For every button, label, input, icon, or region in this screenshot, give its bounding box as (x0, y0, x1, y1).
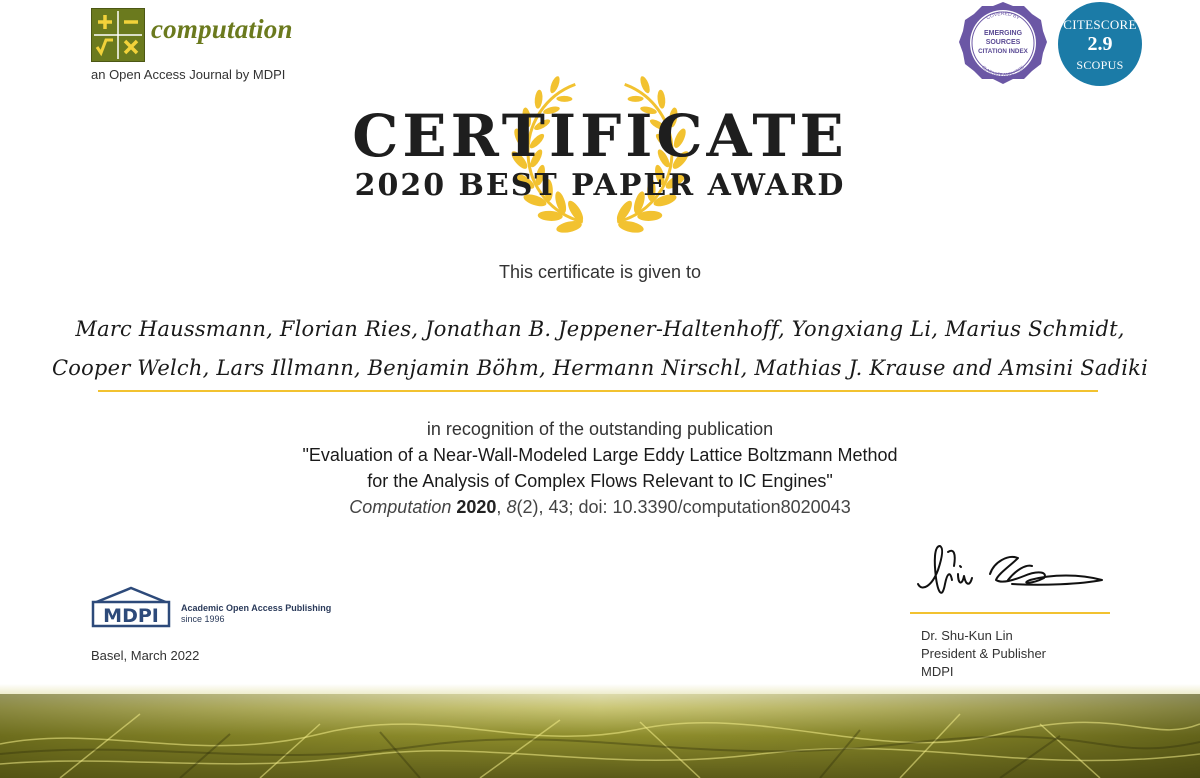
citation-journal: Computation (349, 497, 452, 517)
journal-tagline: an Open Access Journal by MDPI (91, 67, 286, 82)
recognition-text: in recognition of the outstanding publication (426, 419, 774, 439)
authors-line-1: Marc Haussmann, Florian Ries, Jonathan B. Jeppener-Haltenhoff, Yongxiang Li, Marius Schmidt, (75, 317, 1125, 341)
signature (912, 540, 1112, 608)
journal-name: computation (151, 14, 293, 44)
given-to-text: This certificate is given to (498, 262, 702, 282)
paper-title-line-1: "Evaluation of a Near-Wall-Modeled Large Eddy Lattice Boltzmann Method (302, 445, 898, 465)
esci-bottom-text: CLARIVATE ANALYTICS (981, 64, 1025, 78)
signer-name: Dr. Shu-Kun Lin (921, 628, 1013, 643)
decorative-band (0, 684, 1200, 778)
citation-details: (2), 43; doi: 10.3390/computation8020043 (516, 497, 851, 517)
journal-logo-icon (91, 8, 145, 62)
paper-title-line-2: for the Analysis of Complex Flows Relevant to IC Engines" (367, 471, 833, 491)
award-title: 2020 BEST PAPER AWARD (354, 168, 846, 203)
esci-top-text: COVERED BY (985, 10, 1021, 22)
citescore-label: CITESCORE (1063, 17, 1137, 32)
mdpi-since: since 1996 (181, 614, 225, 624)
citescore-value: 2.9 (1087, 33, 1113, 55)
certificate-title: CERTIFICATE (352, 102, 848, 170)
citation-volume: 8 (506, 497, 517, 517)
citation-separator: , (496, 497, 507, 517)
mdpi-logo-text: MDPI (103, 605, 159, 627)
authors-line-2: Cooper Welch, Lars Illmann, Benjamin Böhm, Hermann Nirschl, Mathias J. Krause and Amsini Sadiki (51, 356, 1149, 380)
citation (0, 497, 1200, 518)
signer-role: President & Publisher (921, 646, 1047, 661)
esci-line-3: CITATION INDEX (978, 48, 1028, 55)
esci-line-2: SOURCES (985, 39, 1021, 46)
signature-line (910, 612, 1110, 614)
citescore-badge (1058, 2, 1142, 86)
esci-badge (955, 0, 1051, 86)
place-date: Basel, March 2022 (91, 648, 200, 663)
citescore-source: SCOPUS (1076, 58, 1124, 72)
signer-org: MDPI (921, 664, 954, 679)
citation-year: 2020 (456, 497, 497, 517)
mdpi-tagline: Academic Open Access Publishing (181, 603, 332, 613)
mdpi-logo (91, 586, 171, 628)
esci-line-1: EMERGING (983, 30, 1023, 37)
authors-divider (98, 390, 1098, 392)
